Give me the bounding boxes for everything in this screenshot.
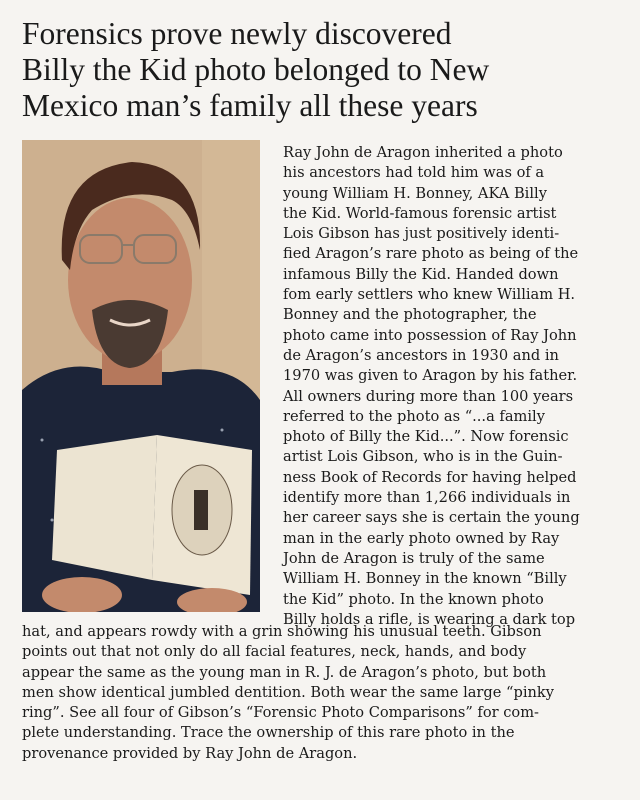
title-line: Billy the Kid photo belonged to New bbox=[22, 52, 490, 87]
body-line: Lois Gibson has just positively identi- bbox=[283, 225, 560, 243]
body-line: fied Aragon’s rare photo as being of the bbox=[283, 245, 579, 263]
body-line: artist Lois Gibson, who is in the Guin- bbox=[283, 448, 563, 466]
body-line: 1970 was given to Aragon by his father. bbox=[283, 367, 578, 385]
body-line: Billy holds a rifle, is wearing a dark top bbox=[283, 610, 576, 628]
body-line: his ancestors had told him was of a bbox=[283, 164, 545, 182]
body-line: photo of Billy the Kid...”. Now forensic bbox=[283, 428, 569, 446]
body-line: plete understanding. Trace the ownership of this rare photo in the bbox=[22, 724, 515, 742]
body-line: men show identical jumbled dentition. Both wear the same large “pinky bbox=[22, 683, 554, 701]
body-line: photo came into possession of Ray John bbox=[283, 326, 577, 344]
body-line: the Kid” photo. In the known photo bbox=[283, 590, 544, 608]
body-line: Ray John de Aragon inherited a photo bbox=[283, 144, 563, 161]
body-line: ring”. See all four of Gibson’s “Forensic Photo Comparisons” for com- bbox=[22, 704, 539, 722]
body-line: man in the early photo owned by Ray bbox=[283, 529, 560, 547]
body-line: her career says she is certain the young bbox=[283, 509, 580, 527]
body-line: points out that not only do all facial features, neck, hands, and body bbox=[22, 643, 527, 661]
article-body-column bbox=[283, 143, 580, 630]
body-line: fom early settlers who knew William H. bbox=[283, 286, 576, 304]
body-line: young William H. Bonney, AKA Billy bbox=[283, 184, 547, 202]
article-body-full-width bbox=[22, 622, 554, 764]
body-line: de Aragon’s ancestors in 1930 and in bbox=[283, 346, 559, 364]
body-line: John de Aragon is truly of the same bbox=[283, 549, 545, 567]
body-line: hat, and appears rowdy with a grin showing his unusual teeth. Gibson bbox=[22, 623, 542, 640]
body-line: the Kid. World-famous forensic artist bbox=[283, 204, 557, 222]
body-line: William H. Bonney in the known “Billy bbox=[283, 570, 567, 588]
body-line: ness Book of Records for having helped bbox=[283, 468, 577, 486]
title-line: Mexico man’s family all these years bbox=[22, 88, 478, 123]
body-line: referred to the photo as “...a family bbox=[283, 407, 545, 425]
body-line: Bonney and the photographer, the bbox=[283, 306, 537, 324]
body-line: All owners during more than 100 years bbox=[283, 387, 574, 405]
body-line: infamous Billy the Kid. Handed down bbox=[283, 265, 559, 283]
body-line: provenance provided by Ray John de Aragon. bbox=[22, 744, 358, 762]
body-line: identify more than 1,266 individuals in bbox=[283, 489, 571, 507]
article-title bbox=[22, 16, 632, 124]
man-with-album-image bbox=[22, 140, 260, 612]
title-line: Forensics prove newly discovered bbox=[22, 16, 452, 51]
body-line: appear the same as the young man in R. J. de Aragon’s photo, but both bbox=[22, 663, 547, 681]
article-photo bbox=[22, 140, 260, 612]
